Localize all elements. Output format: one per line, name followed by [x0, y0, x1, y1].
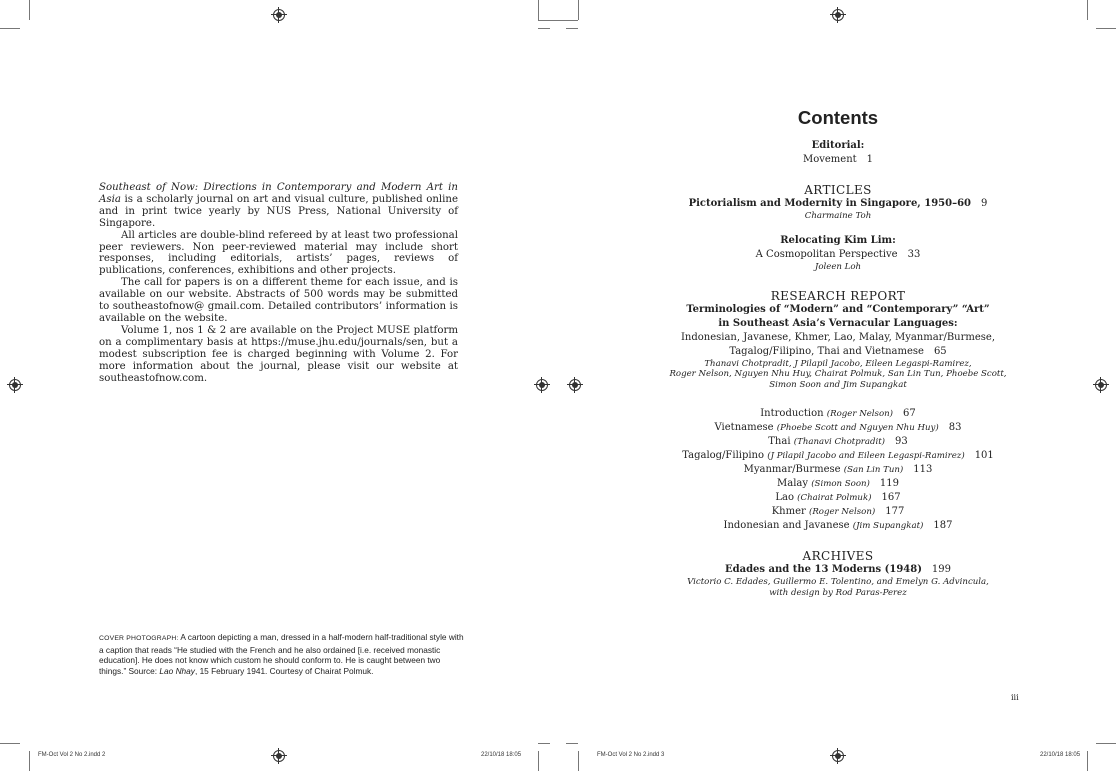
toc-subentry: Thai (Thanavi Chotpradit) 93	[768, 435, 908, 447]
toc-author: Charmaine Toh	[804, 211, 872, 221]
crop-mark	[538, 743, 550, 744]
slug-date-right: 22/10/18 18:05	[1040, 752, 1081, 758]
toc-author: Joleen Loh	[814, 261, 862, 272]
editorial-heading: Editorial:	[811, 140, 865, 151]
crop-mark	[566, 28, 578, 29]
crop-mark	[1087, 0, 1088, 20]
crop-mark	[538, 751, 539, 771]
toc-entry: Pictorialism and Modernity in Singapore, 1950–60 9	[688, 198, 988, 209]
crop-mark	[578, 0, 579, 20]
toc-entry: Movement 1	[802, 154, 874, 165]
toc-subentry: Introduction (Roger Nelson) 67	[760, 407, 916, 419]
slug-date-left: 22/10/18 18:05	[481, 752, 522, 758]
crop-mark	[1096, 28, 1116, 29]
table-of-contents	[660, 107, 1016, 599]
caption-source: Lao Nhay	[159, 665, 195, 676]
page-number: iii	[1011, 693, 1019, 702]
registration-mark-icon	[273, 9, 285, 21]
registration-mark-icon	[832, 9, 844, 21]
section-heading-research-report: RESEARCH REPORT	[770, 288, 906, 303]
section-heading-articles: ARTICLES	[804, 183, 872, 197]
registration-mark-icon	[273, 750, 285, 762]
crop-mark	[1087, 751, 1088, 771]
toc-entry: Tagalog/Filipino, Thai and Vietnamese 65	[729, 345, 947, 357]
page-title: Contents	[797, 107, 879, 128]
caption-label: COVER PHOTOGRAPH:	[99, 635, 179, 642]
toc-entry: Edades and the 13 Moderns (1948) 199	[724, 563, 952, 575]
registration-mark-icon	[569, 379, 581, 391]
toc-entry: A Cosmopolitan Perspective 33	[755, 248, 921, 260]
crop-mark	[538, 20, 578, 21]
toc-entry-title: in Southeast Asia’s Vernacular Languages:	[718, 317, 958, 329]
toc-author: Roger Nelson, Nguyen Nhu Huy, Chairat Polmuk, San Lin Tun, Phoebe Scott,	[669, 369, 1007, 380]
crop-mark	[1096, 743, 1116, 744]
registration-mark-icon	[9, 379, 21, 391]
crop-mark	[566, 743, 578, 744]
registration-mark-icon	[536, 379, 548, 391]
toc-subentry: Khmer (Roger Nelson) 177	[771, 505, 905, 517]
call-for-papers-paragraph: The call for papers is on a different theme for each issue, and is available on our website. Abstracts of 500 words may be submitted to southeastofnow@ gmail.com. Detailed contributors’ information is available on the website.	[99, 277, 458, 324]
intro-paragraph: Southeast of Now: Directions in Contemporary and Modern Art in Asia is a scholarly journal on art and visual culture, published online and in print twice yearly by NUS Press, National University of Singapore.	[99, 182, 458, 229]
toc-author: with design by Rod Paras-Perez	[769, 587, 907, 598]
section-heading-archives: ARCHIVES	[802, 548, 874, 563]
toc-entry-title: Terminologies of “Modern” and “Contemporary” “Art”	[686, 303, 990, 315]
crop-mark	[0, 743, 20, 744]
slug-file-right: FM-Oct Vol 2 No 2.indd 3	[597, 752, 665, 758]
crop-mark	[538, 0, 539, 20]
journal-title: Southeast of Now: Directions in Contemporary and Modern Art in Asia	[99, 182, 458, 205]
toc-author: Simon Soon and Jim Supangkat	[769, 380, 907, 391]
review-paragraph: All articles are double-blind refereed by at least two professional peer reviewers. Non peer-reviewed material may include short responses, including editorials, artists’ pages, reviews of publications, conferences, exhibitions and other projects.	[99, 229, 458, 277]
toc-subentry: Lao (Chairat Polmuk) 167	[775, 491, 901, 503]
journal-info	[99, 182, 458, 384]
cover-caption: COVER PHOTOGRAPH: A cartoon depicting a man, dressed in a half-modern half-traditional style with a caption that reads “He studied with the French and he also ordained [i.e. received monastic education]. He does not know which custom he should conform to. He is caught between two things.” Source: Lao Nhay, 15 February 1941. Courtesy of Chairat Polmuk.	[99, 632, 464, 676]
crop-mark	[29, 0, 30, 20]
toc-subentry: Malay (Simon Soon) 119	[777, 477, 899, 489]
availability-paragraph: Volume 1, nos 1 & 2 are available on the Project MUSE platform on a complimentary basis at https://muse.jhu.edu/journals/sen, but a modest subscription fee is charged beginning with Volume 2. For more information about the journal, please visit our website at southeastofnow.com.	[99, 324, 458, 384]
toc-entry-subtitle: Indonesian, Javanese, Khmer, Lao, Malay, Myanmar/Burmese,	[680, 331, 996, 343]
toc-subentry: Myanmar/Burmese (San Lin Tun) 113	[743, 463, 933, 475]
crop-mark	[538, 28, 550, 29]
toc-entry-title: Relocating Kim Lim:	[780, 234, 896, 246]
toc-subentry: Indonesian and Javanese (Jim Supangkat) 187	[723, 519, 953, 531]
toc-subentry: Tagalog/Filipino (J Pilapil Jacobo and Eileen Legaspi-Ramirez) 101	[682, 449, 994, 461]
research-report-subsections	[660, 407, 1016, 533]
registration-mark-icon	[832, 750, 844, 762]
slug-file-left: FM-Oct Vol 2 No 2.indd 2	[38, 752, 106, 758]
toc-subentry: Vietnamese (Phoebe Scott and Nguyen Nhu Huy) 83	[714, 421, 962, 433]
toc-author: Victorio C. Edades, Guillermo E. Tolentino, and Emelyn G. Advincula,	[687, 576, 989, 587]
registration-mark-icon	[1095, 379, 1107, 391]
crop-mark	[0, 28, 20, 29]
crop-mark	[29, 751, 30, 771]
crop-mark	[578, 751, 579, 771]
toc-author: Thanavi Chotpradit, J Pilapil Jacobo, Eileen Legaspi-Ramirez,	[704, 358, 972, 369]
